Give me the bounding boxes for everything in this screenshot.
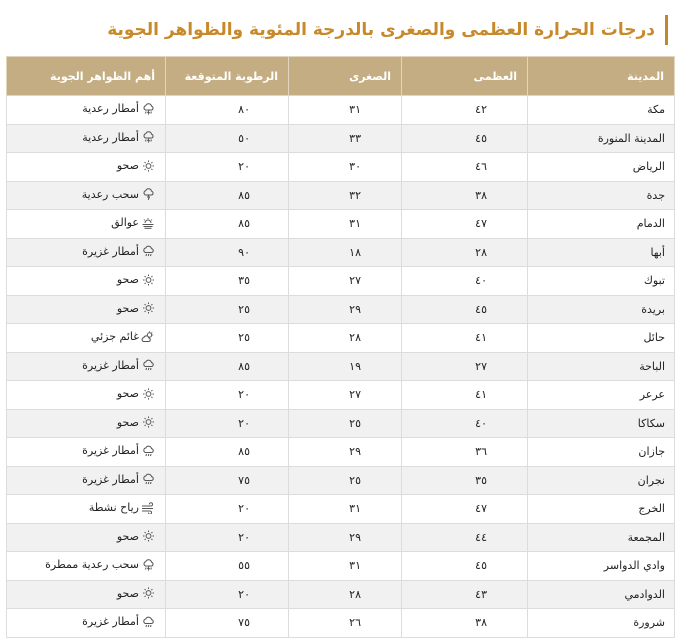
max-temp-cell: ٤١ [402,324,528,353]
humidity-cell: ٨٥ [166,181,289,210]
min-temp-cell: ٣٢ [289,181,402,210]
humidity-cell: ٢٥ [166,324,289,353]
city-cell: جازان [528,438,675,467]
weather-label: صحو [116,273,139,286]
weather-label: سحب رعدية [81,187,139,201]
min-temp-cell: ٢٩ [289,438,402,467]
max-temp-cell: ٢٧ [402,352,528,381]
weather-cell [7,153,166,182]
weather-cell [7,238,166,267]
weather-cell [7,124,166,153]
wind-icon [141,502,155,514]
heavy-rain-icon [141,616,155,628]
dust-icon [141,217,155,229]
weather-label: صحو [116,529,139,543]
weather-cell [7,96,166,125]
table-row [7,96,675,125]
table-row [7,153,675,182]
min-temp-cell: ٣١ [289,210,402,239]
max-temp-cell: ٤٧ [402,495,528,524]
weather-label: سحب رعدية ممطرة [45,558,139,571]
max-temp-cell: ٤٣ [402,580,528,609]
max-temp-cell: ٣٨ [402,609,528,638]
humidity-cell: ٣٥ [166,267,289,296]
table-row [7,238,675,267]
city-cell: نجران [528,466,675,495]
weather-table [6,56,675,638]
city-cell: تبوك [528,267,675,296]
humidity-cell: ٨٥ [166,438,289,467]
min-temp-cell: ٣١ [289,552,402,581]
city-cell: جدة [528,181,675,210]
city-cell: حائل [528,324,675,353]
min-temp-cell: ٢٩ [289,523,402,552]
humidity-cell: ٥٥ [166,552,289,581]
sun-icon [141,388,155,400]
table-row [7,466,675,495]
sun-icon [141,160,155,172]
humidity-cell: ٥٠ [166,124,289,153]
page-title: درجات الحرارة العظمى والصغرى بالدرجة المئوية والظواهر الجوية [107,20,655,40]
humidity-cell: ٩٠ [166,238,289,267]
thunder-rain-icon [141,131,155,143]
table-row [7,381,675,410]
max-temp-cell: ٣٦ [402,438,528,467]
humidity-cell: ٨٠ [166,96,289,125]
weather-cell [7,495,166,524]
column-header-humidity: الرطوبة المتوقعة [166,57,289,96]
weather-label: غائم جزئي [90,330,139,343]
sun-icon [141,587,155,599]
table-row [7,352,675,381]
weather-label: أمطار رعدية [82,130,139,144]
weather-label: أمطار غزيرة [82,244,139,258]
table-row [7,124,675,153]
city-cell: المجمعة [528,523,675,552]
thunder-rain-icon [141,559,155,571]
max-temp-cell: ٤٥ [402,295,528,324]
weather-cell [7,409,166,438]
min-temp-cell: ٢٨ [289,324,402,353]
max-temp-cell: ٣٨ [402,181,528,210]
max-temp-cell: ٤٥ [402,124,528,153]
weather-cell [7,324,166,353]
page-title-bar [20,15,668,45]
weather-label: صحو [116,159,139,172]
weather-label: أمطار غزيرة [82,615,139,628]
max-temp-cell: ٢٨ [402,238,528,267]
table-row [7,552,675,581]
heavy-rain-icon [141,245,155,257]
max-temp-cell: ٤٥ [402,552,528,581]
city-cell: بريدة [528,295,675,324]
column-header-city: المدينة [528,57,675,96]
min-temp-cell: ٢٧ [289,381,402,410]
max-temp-cell: ٤٢ [402,96,528,125]
min-temp-cell: ٢٩ [289,295,402,324]
humidity-cell: ٧٥ [166,609,289,638]
max-temp-cell: ٣٥ [402,466,528,495]
sun-icon [141,302,155,314]
city-cell: المدينة المنورة [528,124,675,153]
min-temp-cell: ١٨ [289,238,402,267]
humidity-cell: ٧٥ [166,466,289,495]
min-temp-cell: ٣٠ [289,153,402,182]
table-row [7,580,675,609]
humidity-cell: ٢٠ [166,409,289,438]
table-row [7,181,675,210]
weather-label: أمطار غزيرة [82,472,139,486]
humidity-cell: ٨٥ [166,352,289,381]
weather-cell [7,181,166,210]
weather-cell [7,210,166,239]
humidity-cell: ٢٠ [166,153,289,182]
table-row [7,295,675,324]
humidity-cell: ٢٥ [166,295,289,324]
max-temp-cell: ٤٧ [402,210,528,239]
weather-label: صحو [116,387,139,400]
table-row [7,438,675,467]
city-cell: أبها [528,238,675,267]
table-row [7,409,675,438]
sun-icon [141,416,155,428]
city-cell: الرياض [528,153,675,182]
min-temp-cell: ٢٦ [289,609,402,638]
weather-label: صحو [116,415,139,429]
weather-cell [7,295,166,324]
weather-cell [7,580,166,609]
city-cell: الخرج [528,495,675,524]
partly-cloudy-icon [141,331,155,343]
city-cell: الدوادمي [528,580,675,609]
min-temp-cell: ٢٥ [289,409,402,438]
weather-label: أمطار غزيرة [82,444,139,457]
min-temp-cell: ٣١ [289,96,402,125]
weather-cell [7,438,166,467]
weather-cell [7,352,166,381]
city-cell: الباحة [528,352,675,381]
column-header-weather: أهم الظواهر الجوية [7,57,166,96]
weather-cell [7,381,166,410]
weather-label: أمطار رعدية [82,102,139,115]
city-cell: وادي الدواسر [528,552,675,581]
weather-cell [7,267,166,296]
weather-cell [7,523,166,552]
table-row [7,609,675,638]
weather-label: صحو [116,586,139,600]
city-cell: شرورة [528,609,675,638]
weather-label: عوالق [111,216,139,229]
weather-label: أمطار غزيرة [82,358,139,372]
city-cell: سكاكا [528,409,675,438]
weather-cell [7,466,166,495]
min-temp-cell: ٢٧ [289,267,402,296]
heavy-rain-icon [141,445,155,457]
city-cell: الدمام [528,210,675,239]
thunder-cloud-icon [141,188,155,200]
table-row [7,495,675,524]
table-row [7,267,675,296]
city-cell: عرعر [528,381,675,410]
min-temp-cell: ٣١ [289,495,402,524]
table-row [7,523,675,552]
sun-icon [141,530,155,542]
max-temp-cell: ٤٠ [402,267,528,296]
weather-label: رياح نشطة [88,501,139,514]
humidity-cell: ٢٠ [166,381,289,410]
column-header-min: الصغرى [289,57,402,96]
table-header-row [7,57,675,96]
weather-cell [7,552,166,581]
max-temp-cell: ٤٠ [402,409,528,438]
heavy-rain-icon [141,359,155,371]
min-temp-cell: ١٩ [289,352,402,381]
heavy-rain-icon [141,473,155,485]
city-cell: مكة [528,96,675,125]
max-temp-cell: ٤٤ [402,523,528,552]
min-temp-cell: ٢٥ [289,466,402,495]
weather-cell [7,609,166,638]
min-temp-cell: ٣٣ [289,124,402,153]
max-temp-cell: ٤٦ [402,153,528,182]
weather-label: صحو [116,301,139,315]
table-row [7,324,675,353]
max-temp-cell: ٤١ [402,381,528,410]
thunder-rain-icon [141,103,155,115]
column-header-max: العظمى [402,57,528,96]
sun-icon [141,274,155,286]
humidity-cell: ٨٥ [166,210,289,239]
table-row [7,210,675,239]
humidity-cell: ٢٠ [166,495,289,524]
min-temp-cell: ٢٨ [289,580,402,609]
humidity-cell: ٢٠ [166,580,289,609]
humidity-cell: ٢٠ [166,523,289,552]
